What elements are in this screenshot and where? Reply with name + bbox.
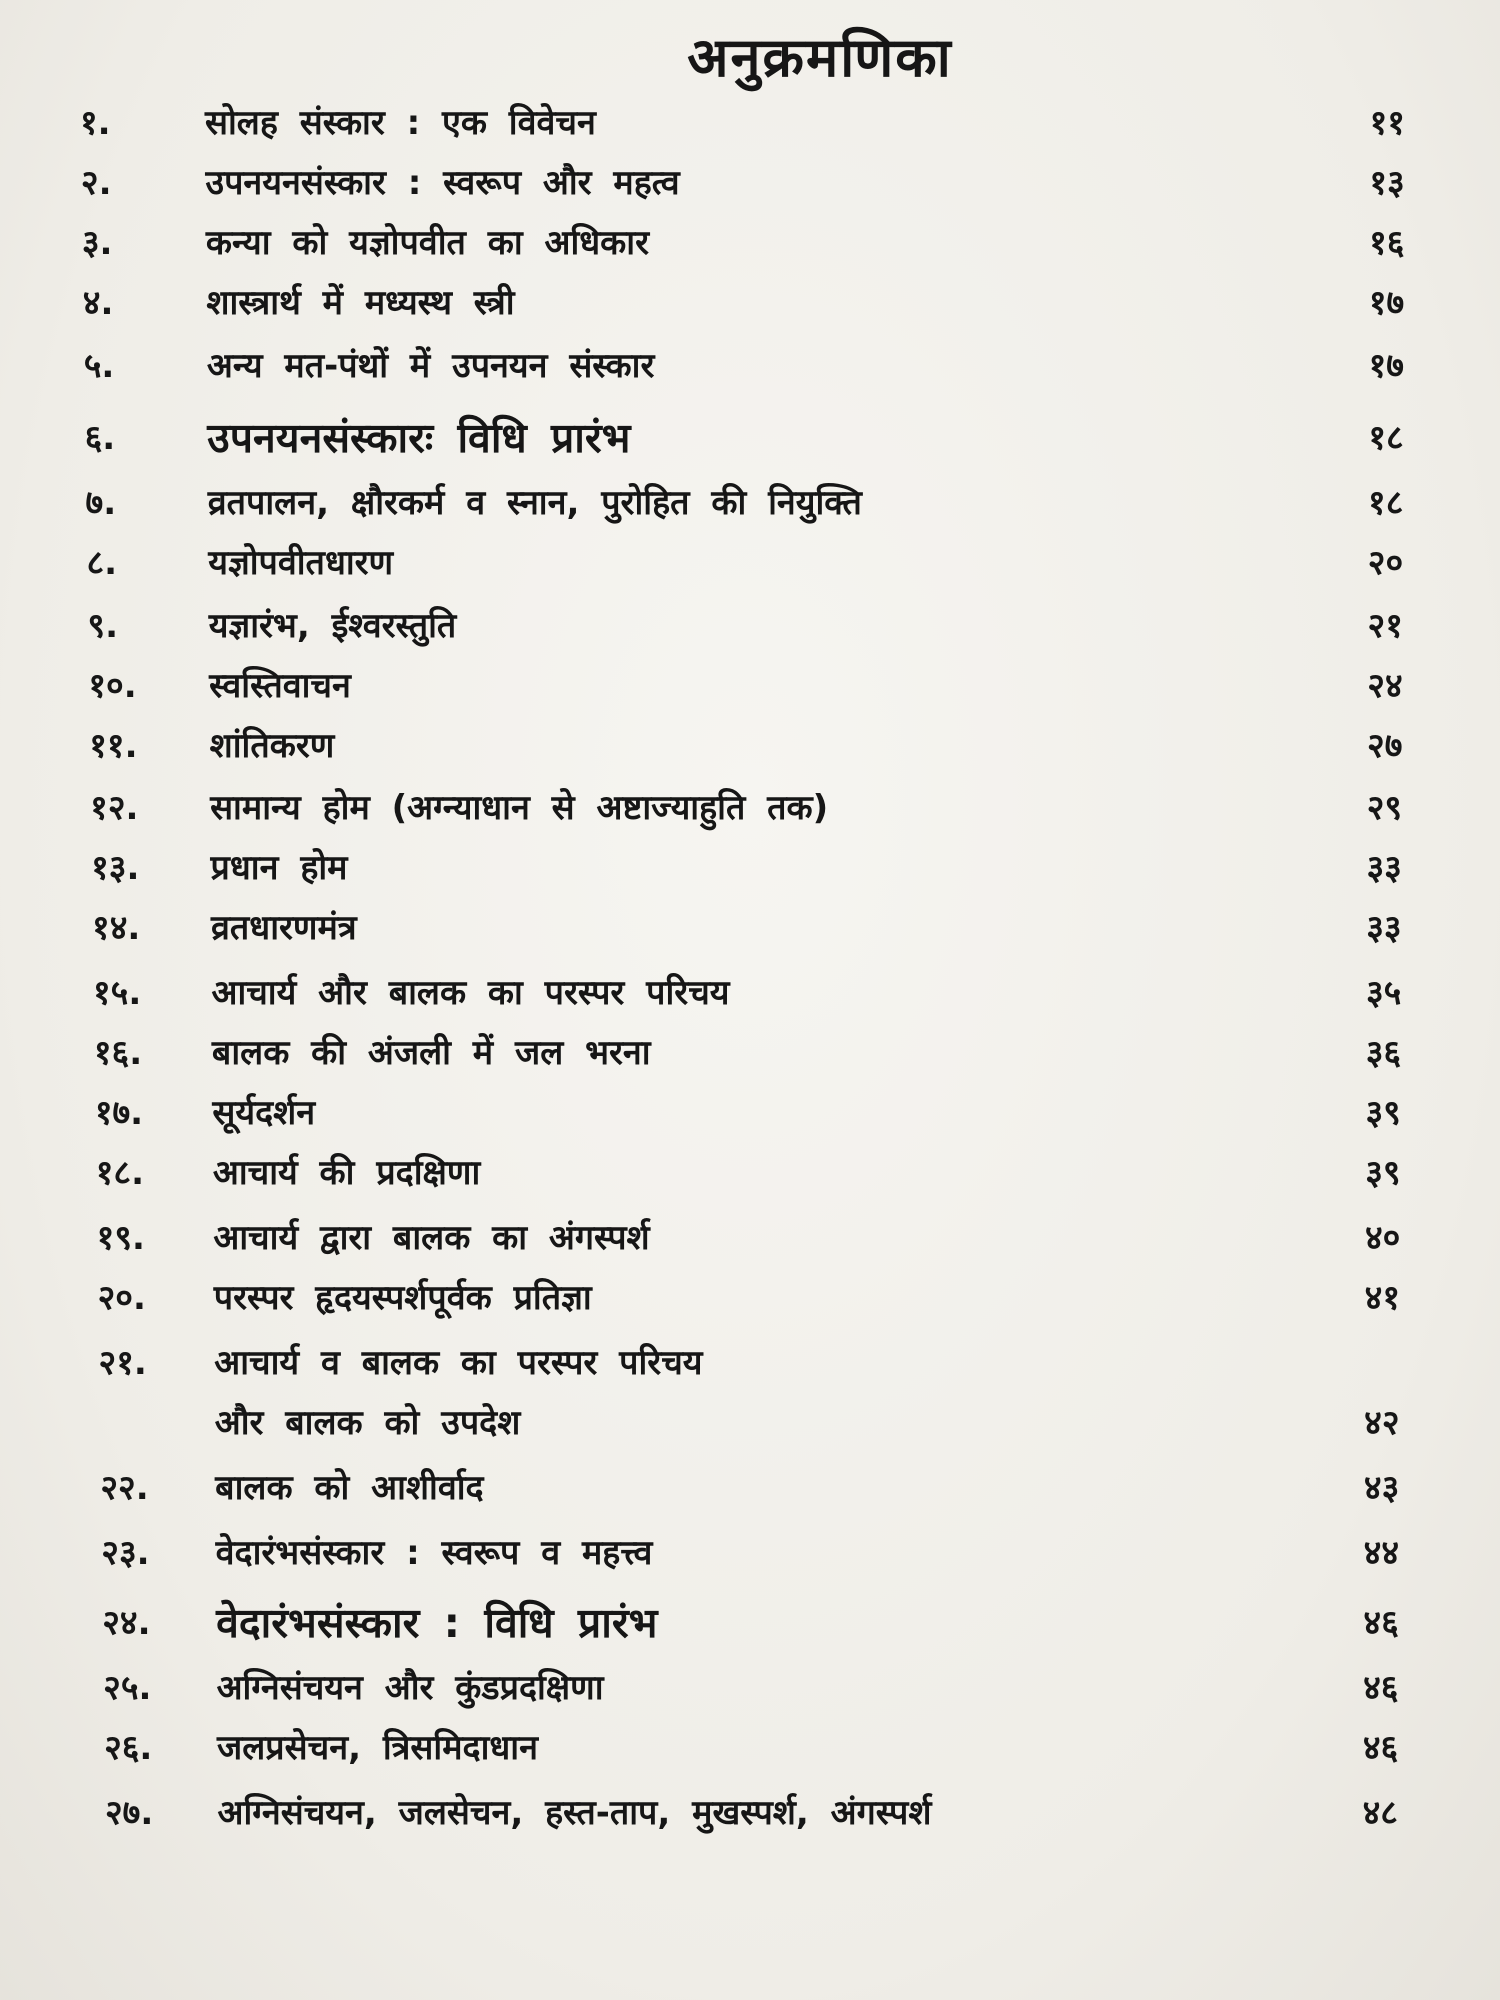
toc-entry-page-number: ३३ (1366, 848, 1402, 888)
toc-entry-title: प्रधान होम (210, 848, 348, 888)
toc-entry-number: २१. (98, 1343, 147, 1383)
toc-entry (86, 535, 1403, 591)
toc-entry-number: १४. (92, 908, 141, 948)
toc-entry (97, 1210, 1401, 1266)
toc-entry (100, 1460, 1399, 1516)
toc-entry-number: २६. (104, 1728, 153, 1768)
toc-entry-number: १२. (90, 788, 139, 828)
toc-entry-number: ४. (82, 283, 114, 323)
toc-entry-page-number: ११ (1369, 103, 1405, 143)
toc-entry-page-number: २९ (1366, 788, 1403, 828)
toc-entry-title: शास्त्रार्थ में मध्यस्थ स्त्री (206, 283, 515, 323)
toc-entry-number: २०. (97, 1278, 146, 1318)
toc-entry (95, 1085, 1401, 1141)
toc-entry-page-number: १७ (1368, 283, 1405, 323)
toc-entry (81, 155, 1405, 211)
toc-entry-page-number: २४ (1367, 666, 1403, 706)
toc-entry (83, 275, 1404, 331)
toc-entry (96, 1145, 1401, 1201)
toc-entry-title: अग्निसंचयन, जलसेचन, हस्त-ताप, मुखस्पर्श, अंगस्पर्श (217, 1793, 932, 1833)
toc-entry-number: ११. (89, 726, 138, 766)
toc-entry (103, 1660, 1398, 1716)
toc-entry-title: व्रतधारणमंत्र (211, 908, 357, 948)
toc-entry (92, 900, 1402, 956)
toc-entry-title: अन्य मत-पंथों में उपनयन संस्कार (206, 346, 655, 386)
toc-entry (93, 965, 1401, 1021)
toc-entry (89, 718, 1402, 774)
toc-entry-title: बालक की अंजली में जल भरना (211, 1033, 651, 1073)
page-title: अनुक्रमणिका (687, 26, 953, 89)
toc-entry-title: यज्ञारंभ, ईश्वरस्तुति (208, 606, 457, 646)
toc-entry-page-number: ४२ (1364, 1403, 1400, 1443)
toc-entry-number: २. (80, 163, 112, 203)
toc-entry-number: २३. (101, 1533, 150, 1573)
toc-entry-page-number: ४८ (1362, 1793, 1398, 1833)
toc-entry-title: आचार्य द्वारा बालक का अंगस्पर्श (213, 1218, 650, 1258)
toc-entry-title: सोलह संस्कार : एक विवेचन (205, 103, 596, 143)
toc-entry-page-number: २७ (1367, 726, 1403, 766)
toc-entry-number: २४. (102, 1603, 151, 1643)
toc-entry-title: जलप्रसेचन, त्रिसमिदाधान (217, 1728, 538, 1768)
toc-entry (82, 215, 1405, 271)
toc-entry-page-number: १६ (1369, 223, 1405, 263)
toc-entry-number: १३. (91, 848, 140, 888)
toc-entry-title: यज्ञोपवीतधारण (208, 543, 394, 583)
toc-entry-title: आचार्य की प्रदक्षिणा (212, 1153, 481, 1193)
toc-entry-title: आचार्य और बालक का परस्पर परिचय (211, 973, 730, 1013)
toc-entry-number: १८. (95, 1153, 145, 1193)
toc-entry-page-number: ४६ (1363, 1603, 1399, 1643)
toc-entry (94, 1025, 1401, 1081)
toc-entry-page-number: ४४ (1363, 1533, 1400, 1573)
toc-entry-title: स्वस्तिवाचन (209, 666, 351, 706)
toc-entry-number: १५. (92, 973, 142, 1013)
toc-entry (85, 410, 1404, 466)
toc-entry-title: सामान्य होम (अग्न्याधान से अष्टाज्याहुति तक) (210, 788, 829, 828)
toc-entry-number: ३. (81, 223, 113, 263)
toc-entry-page-number: ४६ (1363, 1668, 1399, 1708)
toc-entry-title: और बालक को उपदेश (214, 1403, 521, 1443)
toc-entry-title: सूर्यदर्शन (212, 1093, 316, 1133)
toc-entry (102, 1595, 1399, 1651)
toc-entry-page-number: ४६ (1362, 1728, 1399, 1768)
toc-entry-title: उपनयनसंस्कारः विधि प्रारंभ (207, 414, 631, 462)
toc-entry-number: १९. (96, 1218, 145, 1258)
toc-entry-page-number: १८ (1368, 418, 1404, 458)
toc-entry-number: १. (80, 103, 111, 143)
toc-entry-page-number: २१ (1367, 606, 1403, 646)
toc-entry-title: बालक को आशीर्वाद (215, 1468, 484, 1508)
toc-entry-title: परस्पर हृदयस्पर्शपूर्वक प्रतिज्ञा (213, 1278, 592, 1318)
toc-entry (88, 658, 1402, 714)
toc-entry-number: ५. (83, 346, 115, 386)
toc-entry-number: ८. (86, 543, 118, 583)
toc-entry (86, 475, 1404, 531)
toc-entry-page-number: ४१ (1364, 1278, 1401, 1318)
toc-entry-number: ६. (84, 418, 116, 458)
toc-entry (90, 780, 1402, 836)
toc-entry-title: शांतिकरण (209, 726, 335, 766)
toc-entry-page-number: ४० (1364, 1218, 1401, 1258)
toc-entry-number: ९. (87, 606, 119, 646)
toc-entry (101, 1525, 1399, 1581)
toc-entry-page-number: ३९ (1365, 1093, 1401, 1133)
toc-entry-title: व्रतपालन, क्षौरकर्म व स्नान, पुरोहित की नियुक्ति (207, 483, 862, 523)
toc-entry-title: वेदारंभसंस्कार : स्वरूप व महत्त्व (215, 1533, 653, 1573)
toc-entry-number: १७. (94, 1093, 144, 1133)
toc-entry-page-number: ३९ (1365, 1153, 1401, 1193)
toc-entry-page-number: ३६ (1365, 1033, 1402, 1073)
toc-entry-page-number: २० (1367, 543, 1404, 583)
toc-entry-number: २२. (100, 1468, 149, 1508)
toc-entry-page-number: ४३ (1363, 1468, 1400, 1508)
toc-entry (87, 598, 1403, 654)
toc-entry-page-number: १७ (1368, 346, 1404, 386)
toc-entry-page-number: ३५ (1365, 973, 1402, 1013)
toc-entry-title: कन्या को यज्ञोपवीत का अधिकार (205, 223, 649, 263)
toc-entry-title: अग्निसंचयन और कुंडप्रदक्षिणा (216, 1668, 604, 1708)
toc-entry (99, 1395, 1399, 1451)
toc-entry (91, 840, 1402, 896)
toc-entry-title: वेदारंभसंस्कार : विधि प्रारंभ (216, 1599, 658, 1647)
toc-entry (105, 1785, 1398, 1841)
toc-entry (98, 1270, 1400, 1326)
toc-entry (104, 1720, 1398, 1776)
toc-entry (84, 338, 1404, 394)
toc-entry-page-number: १८ (1368, 483, 1404, 523)
toc-entry-number: १६. (93, 1033, 143, 1073)
toc-entry-page-number: १३ (1369, 163, 1405, 203)
toc-entry-page-number: ३३ (1366, 908, 1402, 948)
toc-entry-title: उपनयनसंस्कार : स्वरूप और महत्व (205, 163, 680, 203)
toc-entry-number: २७. (105, 1793, 154, 1833)
toc-entry-number: २५. (103, 1668, 152, 1708)
toc-entry-title: आचार्य व बालक का परस्पर परिचय (214, 1343, 703, 1383)
toc-entry-number: ७. (85, 483, 117, 523)
toc-entry-number: १०. (88, 666, 137, 706)
toc-entry (99, 1335, 1400, 1391)
toc-entry (80, 95, 1405, 151)
